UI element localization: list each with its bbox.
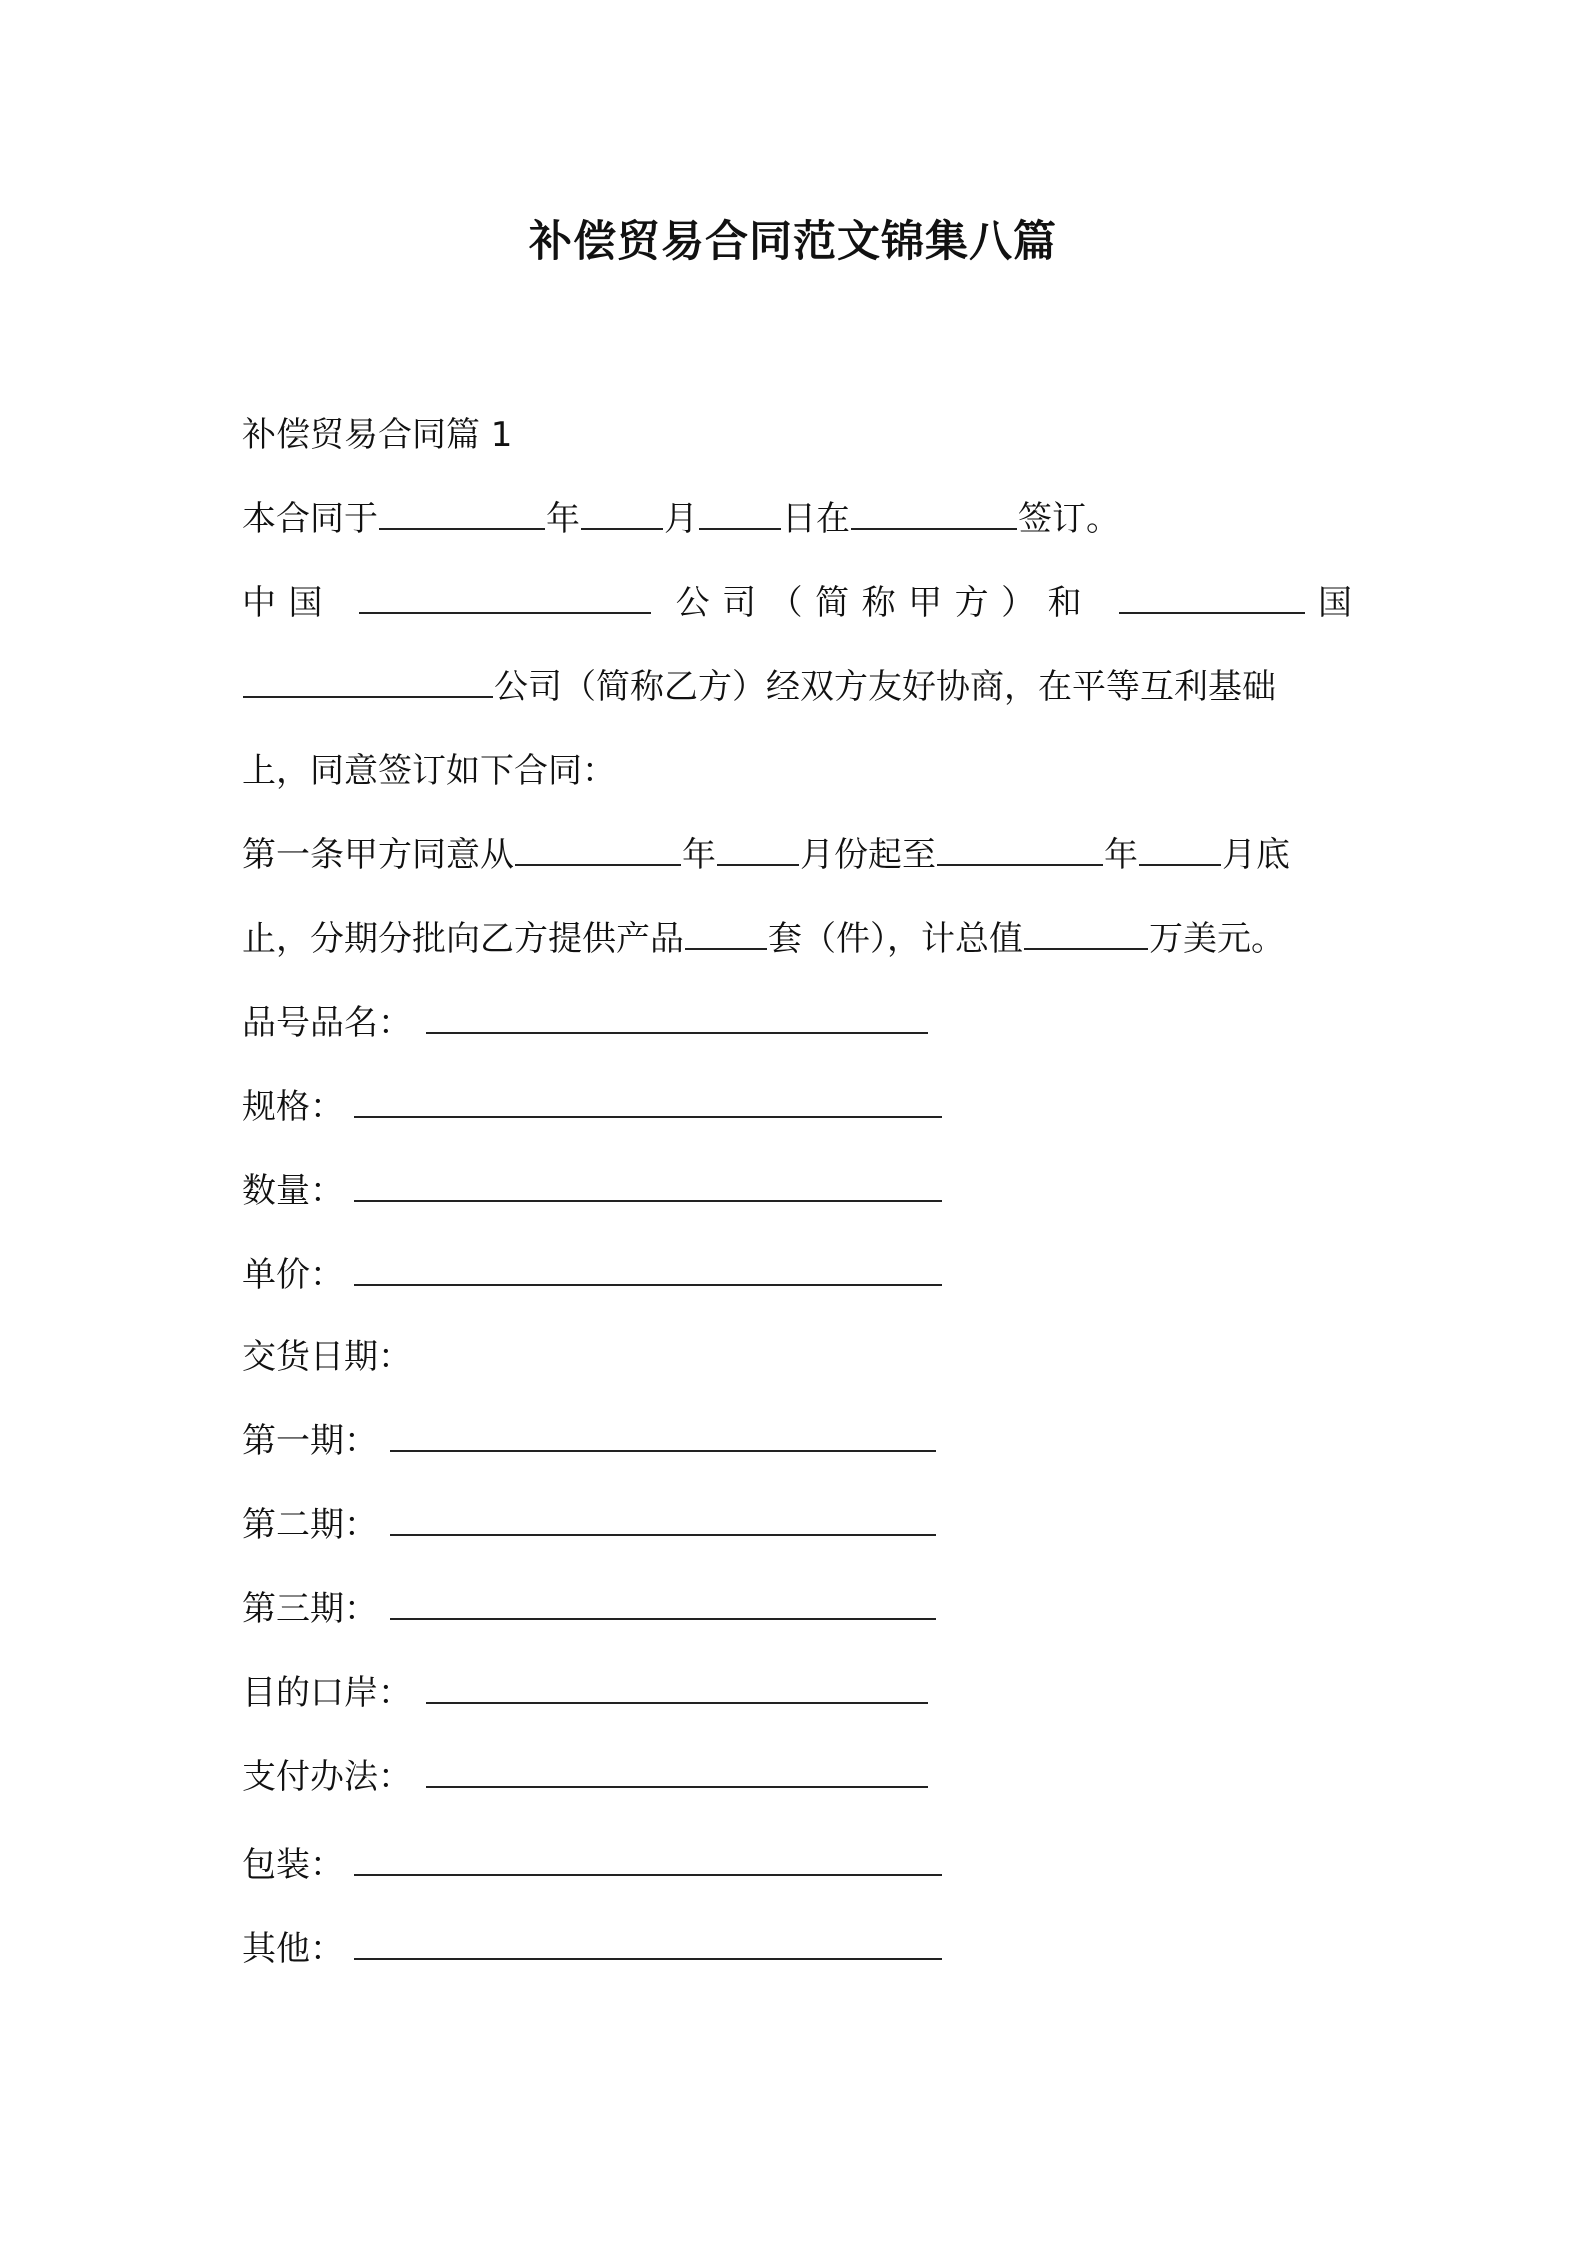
field-blank [354, 1170, 942, 1202]
field-other [242, 1924, 1352, 1974]
field-blank [426, 1672, 928, 1704]
article1-line-1 [242, 830, 1352, 880]
field-label: 支付办法： [242, 1757, 412, 1797]
product-sets-blank [685, 918, 767, 950]
article1-text-d: 年 [1104, 835, 1138, 875]
sign-day-blank [699, 498, 781, 530]
parties-text-d: 公司（简称乙方）经双方友好协商，在平等互利基础 [494, 667, 1276, 707]
field-label: 第三期： [242, 1589, 378, 1629]
article1-text-h: 万美元。 [1149, 919, 1285, 959]
section-heading: 补偿贸易合同篇 1 [242, 415, 513, 455]
sign-place-blank [851, 498, 1017, 530]
parties-line-1 [242, 578, 1352, 628]
article1-text-f: 止，分期分批向乙方提供产品 [242, 919, 684, 959]
field-unit-price [242, 1250, 1352, 1300]
field-label: 第二期： [242, 1505, 378, 1545]
field-blank [354, 1086, 942, 1118]
article1-line-2 [242, 914, 1352, 964]
end-month-blank [1139, 834, 1221, 866]
article1-text-g: 套（件），计总值 [768, 919, 1023, 959]
field-delivery-date [242, 1332, 1352, 1382]
field-phase2 [242, 1500, 1352, 1550]
field-label: 第一期： [242, 1421, 378, 1461]
field-packing [242, 1840, 1352, 1890]
party-b-blank [243, 666, 493, 698]
article1-text-e: 月底 [1222, 835, 1290, 875]
field-blank [390, 1504, 936, 1536]
field-label: 包装： [242, 1845, 344, 1885]
end-year-blank [937, 834, 1103, 866]
field-blank [426, 1756, 928, 1788]
sign-year-blank [379, 498, 545, 530]
sign-text-e: 签订。 [1018, 499, 1120, 539]
article1-text-b: 年 [682, 835, 716, 875]
start-year-blank [515, 834, 681, 866]
parties-line-2 [242, 662, 1352, 712]
field-payment [242, 1752, 1352, 1802]
field-phase1 [242, 1416, 1352, 1466]
field-product-name [242, 998, 1352, 1048]
parties-text-c: 国 [1305, 583, 1353, 623]
field-blank [426, 1002, 928, 1034]
field-label: 品号品名： [242, 1003, 412, 1043]
field-quantity [242, 1166, 1352, 1216]
party-a-blank [359, 582, 651, 614]
field-label: 数量： [242, 1171, 344, 1211]
sign-text-b: 年 [546, 499, 580, 539]
field-spec [242, 1082, 1352, 1132]
sign-month-blank [581, 498, 663, 530]
field-blank [354, 1928, 942, 1960]
article1-text-a: 第一条甲方同意从 [242, 835, 514, 875]
field-blank [390, 1420, 936, 1452]
article1-text-c: 月份起至 [800, 835, 936, 875]
parties-text-a: 中国 [242, 583, 336, 623]
sign-text-d: 日在 [782, 499, 850, 539]
parties-line-3: 上，同意签订如下合同： [242, 751, 616, 791]
field-label: 单价： [242, 1255, 344, 1295]
field-blank [354, 1254, 942, 1286]
total-value-blank [1024, 918, 1148, 950]
field-label: 其他： [242, 1929, 344, 1969]
field-phase3 [242, 1584, 1352, 1634]
start-month-blank [717, 834, 799, 866]
field-label: 目的口岸： [242, 1673, 412, 1713]
field-port [242, 1668, 1352, 1718]
document-title: 补偿贸易合同范文锦集八篇 [529, 217, 1057, 267]
parties-text-b: 公司（简称甲方）和 [675, 583, 1095, 623]
field-label: 交货日期： [242, 1337, 412, 1377]
sign-text-a: 本合同于 [242, 499, 378, 539]
field-blank [390, 1588, 936, 1620]
sign-text-c: 月 [664, 499, 698, 539]
country-blank [1119, 582, 1305, 614]
field-label: 规格： [242, 1087, 344, 1127]
field-blank [354, 1844, 942, 1876]
signing-paragraph [242, 494, 1352, 544]
